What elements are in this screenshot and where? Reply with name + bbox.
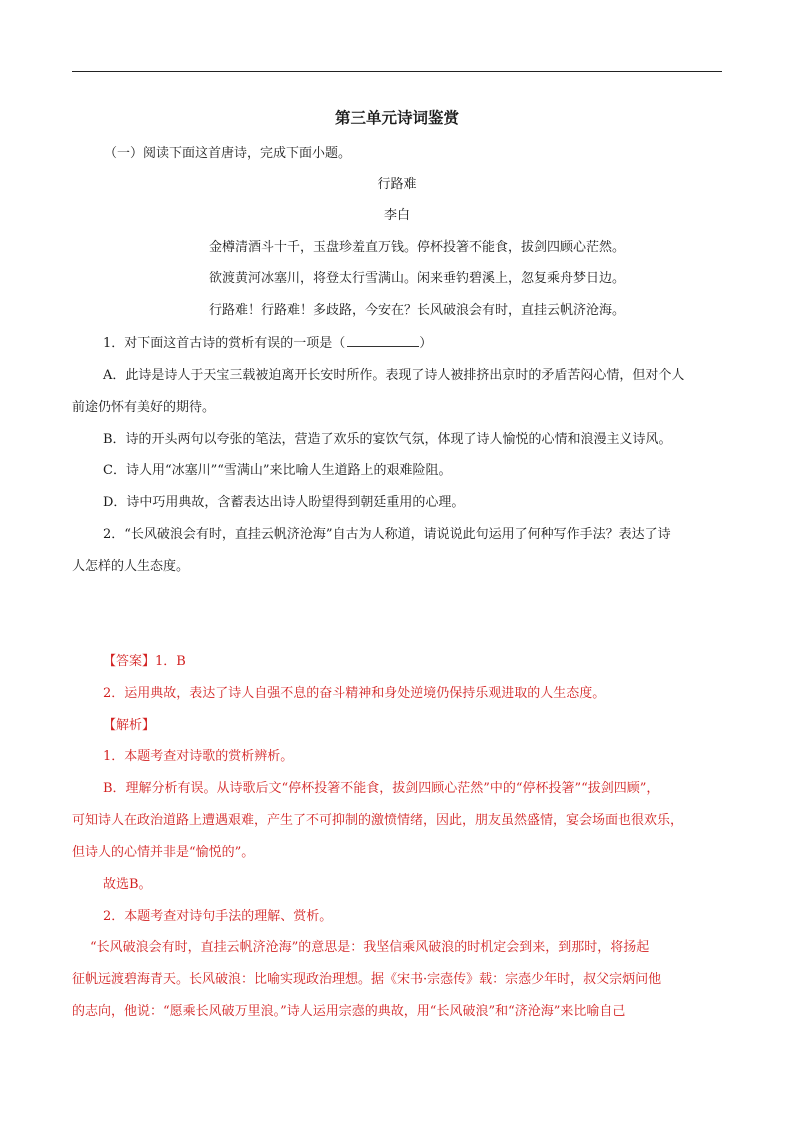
option-b: B．诗的开头两句以夸张的笔法，营造了欢乐的宴饮气氛，体现了诗人愉悦的心情和浪漫主义诗风。 — [103, 432, 672, 447]
analysis-p2-line-3: 但诗人的心情并非是“愉悦的”。 — [72, 845, 255, 860]
poem-line-1: 金樽清酒斗十千，玉盘珍羞直万钱。停杯投箸不能食，拔剑四顾心茫然。 — [208, 240, 625, 255]
question-1-stem — [103, 334, 755, 354]
poem-title: 行路难 — [377, 177, 417, 192]
analysis-p3: 故选B。 — [103, 877, 152, 892]
poem-author: 李白 — [383, 208, 410, 223]
analysis-p2-line-1: B．理解分析有误。从诗歌后文“停杯投箸不能食，拔剑四顾心茫然”中的“停杯投箸”“拔剑四顾”， — [103, 781, 660, 796]
analysis-p5-line-2: 征帆远渡碧海青天。长风破浪：比喻实现政治理想。据《宋书·宗悫传》载：宗悫少年时，叔父宗炳问他 — [72, 972, 662, 987]
analysis-p5-line-1: “长风破浪会有时，直挂云帆济沧海”的意思是：我坚信乘风破浪的时机定会到来，到那时，将扬起 — [90, 940, 650, 955]
option-a-line-2: 前途仍怀有美好的期待。 — [72, 400, 216, 415]
section-intro: （一）阅读下面这首唐诗，完成下面小题。 — [104, 146, 352, 161]
page-title: 第三单元诗词鉴赏 — [334, 108, 459, 127]
analysis-p5-line-3: 的志向，他说：“愿乘长风破万里浪。”诗人运用宗悫的典故，用“长风破浪”和“济沧海”来比喻自己 — [72, 1004, 626, 1019]
option-c: C．诗人用“冰塞川”“雪满山”来比喻人生道路上的艰难险阻。 — [103, 463, 452, 478]
answer-blank[interactable] — [347, 334, 419, 347]
header-rule — [72, 71, 722, 72]
answer-1: 【答案】1．B — [103, 654, 186, 669]
poem-line-2: 欲渡黄河冰塞川，将登太行雪满山。闲来垂钓碧溪上，忽复乘舟梦日边。 — [208, 271, 625, 286]
question-2-line-2: 人怎样的人生态度。 — [72, 559, 190, 574]
poem-line-3: 行路难！行路难！多歧路，今安在？长风破浪会有时，直挂云帆济沧海。 — [208, 303, 625, 318]
question-2-line-1: 2．“长风破浪会有时，直挂云帆济沧海”自古为人称道，请说说此句运用了何种写作手法？表达了诗 — [103, 527, 671, 542]
answer-2: 2．运用典故，表达了诗人自强不息的奋斗精神和身处逆境仍保持乐观进取的人生态度。 — [103, 686, 606, 701]
option-d: D．诗中巧用典故，含蓄表达出诗人盼望得到朝廷重用的心理。 — [103, 495, 465, 510]
analysis-p2-line-2: 可知诗人在政治道路上遭遇艰难，产生了不可抑制的激愤情绪，因此，朋友虽然盛情，宴会场面也很欢乐， — [72, 813, 684, 828]
analysis-label: 【解析】 — [103, 718, 156, 733]
analysis-p4: 2．本题考查对诗句手法的理解、赏析。 — [103, 909, 333, 924]
analysis-p1: 1．本题考查对诗歌的赏析辨析。 — [103, 749, 294, 764]
option-a-line-1: A．此诗是诗人于天宝三载被迫离开长安时所作。表现了诗人被排挤出京时的矛盾苦闷心情，但对个人 — [103, 368, 685, 383]
question-1-stem-close: ） — [419, 336, 433, 351]
question-1-stem-text: 1．对下面这首古诗的赏析有误的一项是（ — [103, 336, 346, 351]
